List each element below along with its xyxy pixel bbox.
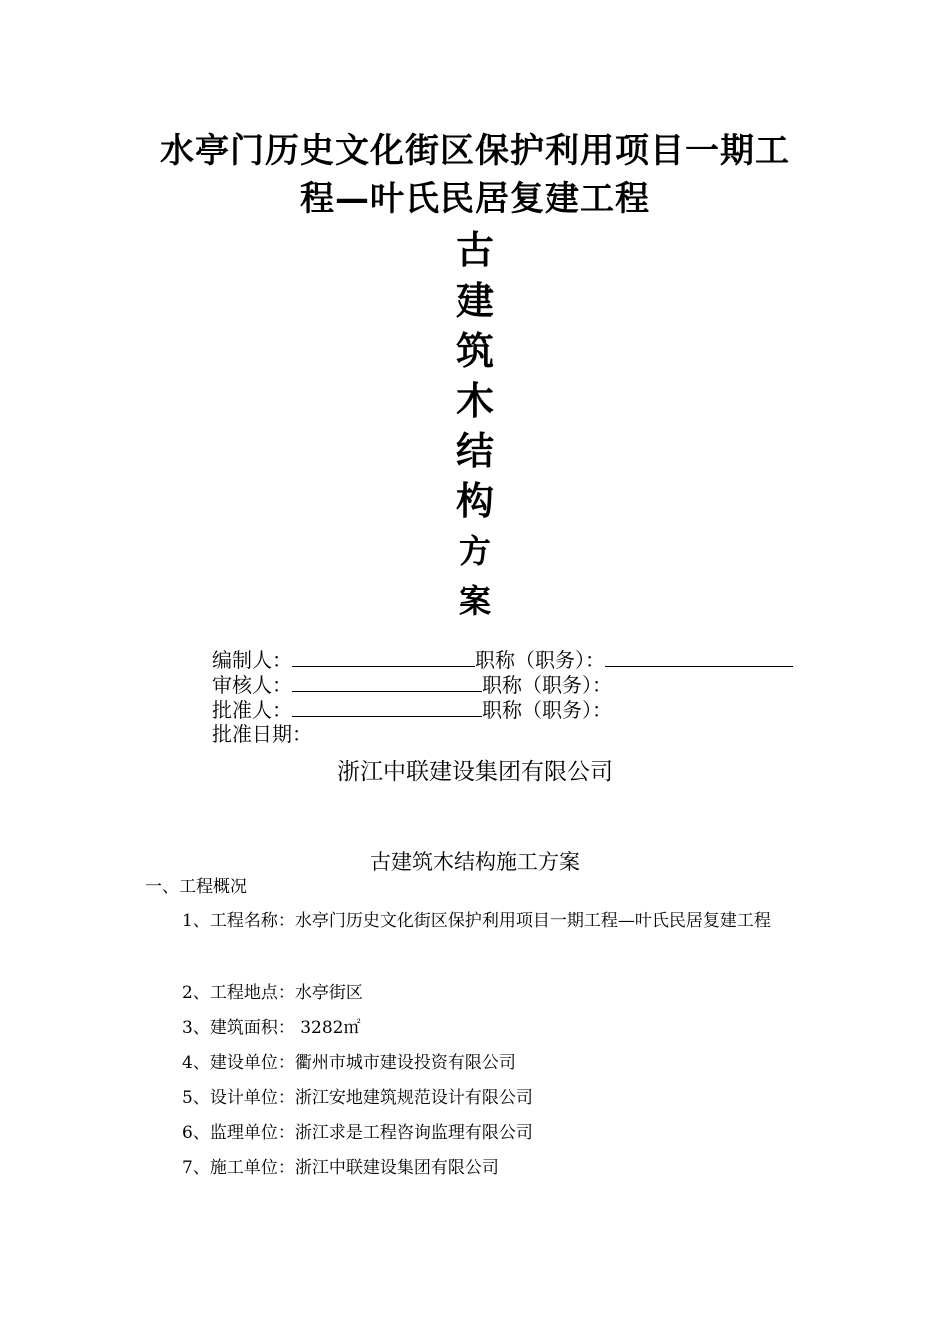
approver-title-label: 职称（职务）：	[482, 698, 612, 722]
cover-title-line-2: 程—叶氏民居复建工程	[300, 179, 650, 219]
project-item: 1、工程名称：水亭门历史文化街区保护利用项目一期工程—叶氏民居复建工程	[182, 911, 771, 931]
project-item: 6、监理单位：浙江求是工程咨询监理有限公司	[182, 1123, 533, 1143]
project-item: 4、建设单位：衢州市城市建设投资有限公司	[182, 1053, 516, 1073]
document-title: 古建筑木结构施工方案	[370, 850, 580, 874]
project-item: 7、施工单位：浙江中联建设集团有限公司	[182, 1158, 499, 1178]
cover-vertical-char: 筑	[455, 329, 494, 373]
signature-row-date	[212, 722, 312, 747]
date-label: 批准日期：	[212, 722, 312, 746]
cover-vertical-char: 木	[455, 379, 494, 423]
signature-row-approver	[212, 697, 612, 723]
cover-title-line-1: 水亭门历史文化街区保护利用项目一期工	[160, 131, 790, 171]
signature-row-compiler	[212, 647, 793, 673]
compiler-blank	[292, 647, 475, 667]
cover-vertical-char: 方	[458, 532, 491, 570]
project-item: 5、设计单位：浙江安地建筑规范设计有限公司	[182, 1088, 533, 1108]
compiler-title-label: 职称（职务）：	[475, 648, 605, 672]
cover-vertical-char: 构	[455, 479, 494, 523]
cover-vertical-char: 建	[455, 279, 494, 323]
section-heading: 一、工程概况	[145, 877, 247, 897]
compiler-title-blank	[605, 647, 793, 667]
cover-vertical-char: 案	[458, 582, 491, 620]
approver-label: 批准人：	[212, 698, 292, 722]
company-name: 浙江中联建设集团有限公司	[337, 759, 613, 785]
reviewer-title-label: 职称（职务）：	[482, 673, 612, 697]
project-item: 2、工程地点：水亭街区	[182, 983, 363, 1003]
approver-blank	[292, 697, 482, 717]
cover-vertical-char: 结	[455, 429, 494, 473]
reviewer-blank	[292, 672, 482, 692]
compiler-label: 编制人：	[212, 648, 292, 672]
signature-row-reviewer	[212, 672, 612, 698]
reviewer-label: 审核人：	[212, 673, 292, 697]
cover-vertical-char: 古	[455, 228, 494, 272]
project-item: 3、建筑面积： 3282㎡	[182, 1018, 361, 1038]
